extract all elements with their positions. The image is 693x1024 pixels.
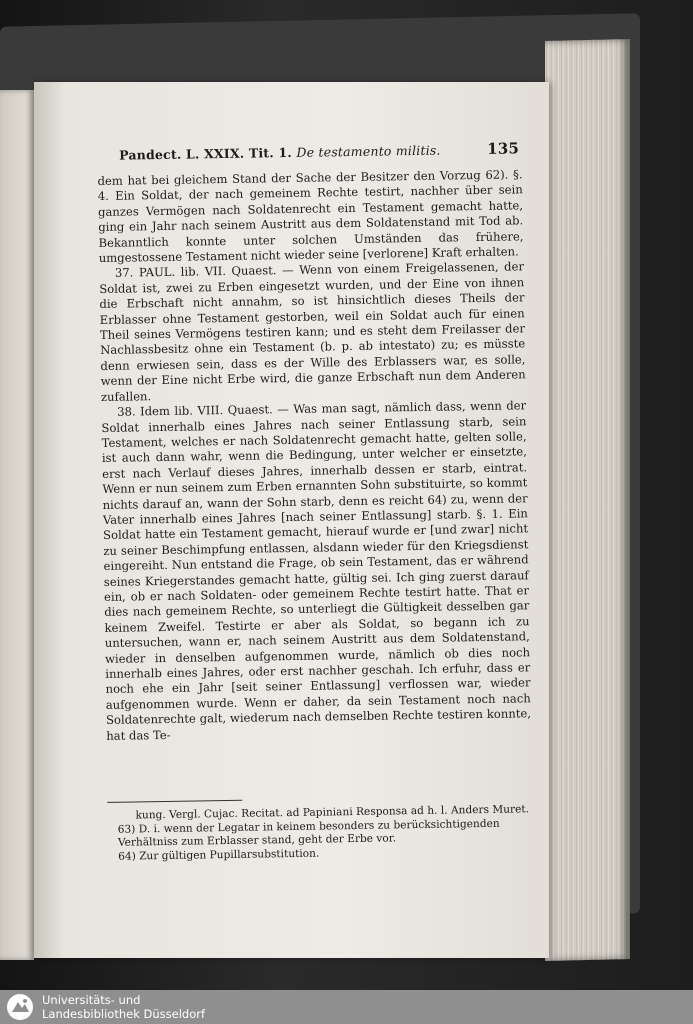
footnotes bbox=[117, 803, 533, 864]
left-page-edge bbox=[0, 90, 34, 960]
footnote: kung. Vergl. Cujac. Recitat. ad Papiniani Responsa ad h. l. Anders Muret. bbox=[135, 803, 530, 822]
book-page bbox=[34, 82, 549, 958]
library-name bbox=[42, 993, 205, 1021]
page-number: 135 bbox=[487, 139, 520, 158]
library-name-line1: Universitäts- und bbox=[42, 993, 141, 1007]
footnote: 63) D. i. wenn der Legatar in keinem besonders zu berücksichtigenden Verhältniss zum Erblasser stand, geht der Erbe vor. bbox=[117, 817, 500, 849]
paragraph: dem hat bei gleichem Stand der Sache der Besitzer den Vorzug 62). §. 4. Ein Soldat, der nach gemeinem Rechte testirt, nachher über sein ganzes Vermögen nach Soldatenrecht ein Testament gemacht hatte, ging ein Jahr nach seinem Austritt aus dem Soldatenstand mit Tod ab. Bekanntlich konnte unter solchen Umständen das frühere, umgestossene Testament nicht wieder seine [verlorene] Kraft erhalten. bbox=[97, 167, 524, 266]
page-fore-edge bbox=[545, 39, 630, 961]
body-text bbox=[97, 167, 531, 744]
running-head-title: Pandect. L. XXIX. Tit. 1. De testamento militis. bbox=[119, 142, 441, 163]
running-head bbox=[119, 139, 519, 165]
running-head-italic: De testamento militis. bbox=[296, 142, 441, 160]
footnote: 64) Zur gültigen Pupillarsubstitution. bbox=[118, 847, 320, 863]
library-footer bbox=[0, 990, 693, 1024]
paragraph: 38. Idem lib. VIII. Quaest. — Was man sagt, nämlich dass, wenn der Soldat innerhalb eines Jahres nach seiner Entlassung starb, sein Testament, welches er nach Soldatenrecht gemacht hatte, gelten solle, ist auch dann wahr, wenn die Bedingung, unter welcher er einsetzte, erst nach Verlauf dieses Jahres, innerhalb dessen er starb, eintrat. Wenn er nun seinem zum Erben ernannten Sohn substituirte, so kommt nichts darauf an, wann der Sohn starb, denn es reicht 64) zu, wenn der Vater innerhalb eines Jahres [nach seiner Entlassung] starb. §. 1. Ein Soldat hatte ein Testament gemacht, hierauf wurde er [und zwar] nicht zu seiner Beschimpfung entlassen, alsdann wieder für den Kriegsdienst eingereiht. Nun entstand die Frage, ob sein Testament, das er während seines Kriegerstandes gemacht hatte, gültig sei. Ich ging zuerst darauf ein, ob er nach Soldaten- oder gemeinem Rechte testirt hatte. That er dies nach gemeinem Rechte, so unterliegt die Gültigkeit desselben gar keinem Zweifel. Testirte er aber als Soldat, so begann ich zu untersuchen, wann er, nach seinem Austritt aus dem Soldatenstand, wieder in denselben aufgenommen wurde, nämlich ob dies noch innerhalb eines Jahres, oder erst nachher geschah. Ich erfuhr, dass er noch ehe ein Jahr [seit seiner Entlassung] verflossen war, wieder aufgenommen wurde. Wenn er daher, da sein Testament noch nach Soldatenrechte galt, wiederum nach demselben Rechte testiren konnte, hat das Te- bbox=[101, 398, 532, 743]
page-content bbox=[96, 75, 535, 958]
footnote-divider bbox=[107, 800, 242, 803]
library-name-line2: Landesbibliothek Düsseldorf bbox=[42, 1007, 206, 1021]
library-logo-icon bbox=[6, 993, 34, 1021]
paragraph: 37. PAUL. lib. VII. Quaest. — Wenn von einem Freigelassenen, der Soldat ist, zwei zu Erben eingesetzt wurden, und der Eine von ihnen die Erbschaft nicht annahm, so ist hinsichtlich dieses Theils der Erblasser ohne Testament gestorben, weil ein Soldat auch für einen Theil seines Vermögens testiren kann; und es steht dem Freilasser der Nachlassbesitz ohne ein Testament (b. p. ab intestato) zu; es müsste denn erwiesen sein, dass es der Wille des Erblassers war, es solle, wenn der Eine nicht Erbe wird, die ganze Erbschaft nun dem Anderen zufallen. bbox=[99, 259, 526, 404]
